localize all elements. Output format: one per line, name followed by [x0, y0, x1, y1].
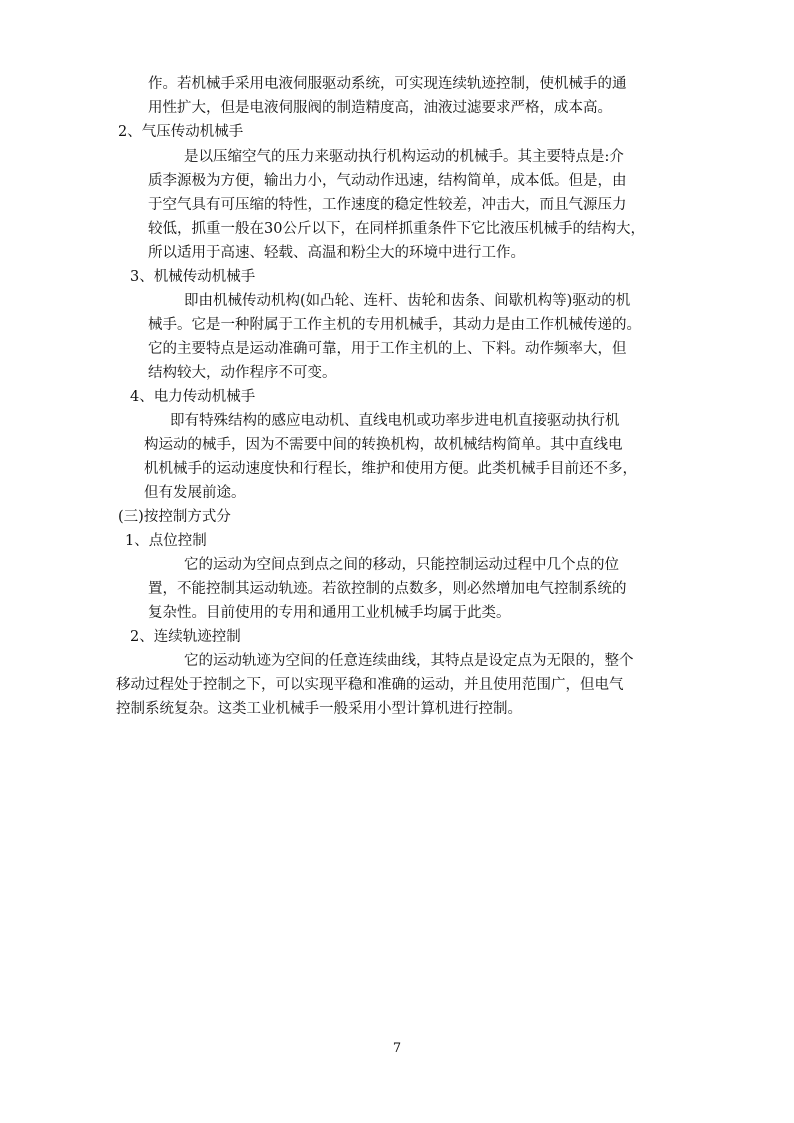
- text-line: 作。若机械手采用电液伺服驱动系统，可实现连续轨迹控制，使机械手的通: [148, 76, 627, 92]
- text-line: 控制系统复杂。这类工业机械手一般采用小型计算机进行控制。: [116, 701, 522, 717]
- text-line: 是以压缩空气的压力来驱动执行机构运动的机械手。其主要特点是:介: [184, 149, 624, 165]
- text-line: 它的主要特点是运动准确可靠，用于工作主机的上、下料。动作频率大，但: [148, 341, 627, 357]
- text-line: 所以适用于高速、轻载、高温和粉尘大的环境中进行工作。: [148, 245, 525, 261]
- text-line: 用性扩大，但是电液伺服阀的制造精度高，油液过滤要求严格，成本高。: [148, 100, 612, 116]
- section-heading: (三)按控制方式分: [118, 509, 231, 525]
- text-line: 即由机械传动机构(如凸轮、连杆、齿轮和齿条、间歇机构等)驱动的机: [184, 293, 631, 309]
- text-line: 械手。它是一种附属于工作主机的专用机械手，其动力是由工作机械传递的。: [148, 317, 641, 333]
- section-heading: 2、气压传动机械手: [118, 124, 244, 140]
- text-line: 质李源极为方便，输出力小，气动动作迅速，结构简单，成本低。但是，由: [148, 173, 627, 189]
- text-line: 置，不能控制其运动轨迹。若欲控制的点数多，则必然增加电气控制系统的: [148, 581, 627, 597]
- text-line: 它的运动轨迹为空间的任意连续曲线，其特点是设定点为无限的，整个: [184, 653, 634, 669]
- text-line: 构运动的械手，因为不需要中间的转换机构，故机械结构简单。其中直线电: [144, 437, 623, 453]
- text-line: 较低，抓重一般在30公斤以下，在同样抓重条件下它比液压机械手的结构大，: [148, 221, 645, 237]
- text-line: 复杂性。目前使用的专用和通用工业机械手均属于此类。: [148, 605, 511, 621]
- text-line: 即有特殊结构的感应电动机、直线电机或功率步进电机直接驱动执行机: [170, 413, 620, 429]
- section-heading: 4、电力传动机械手: [130, 389, 256, 405]
- text-line: 结构较大，动作程序不可变。: [148, 365, 337, 381]
- section-heading: 3、机械传动机械手: [130, 269, 256, 285]
- text-line: 但有发展前途。: [144, 485, 246, 501]
- text-line: 它的运动为空间点到点之间的移动，只能控制运动过程中几个点的位: [184, 557, 619, 573]
- text-line: 机机械手的运动速度快和行程长，维护和使用方便。此类机械手目前还不多，: [144, 461, 637, 477]
- section-heading: 1、点位控制: [125, 533, 207, 549]
- page-number: 7: [392, 1041, 402, 1056]
- text-line: 于空气具有可压缩的特性，工作速度的稳定性较差，冲击大，而且气源压力: [148, 197, 627, 213]
- section-heading: 2、连续轨迹控制: [130, 629, 241, 645]
- text-line: 移动过程处于控制之下，可以实现平稳和准确的运动，并且使用范围广，但电气: [116, 677, 624, 693]
